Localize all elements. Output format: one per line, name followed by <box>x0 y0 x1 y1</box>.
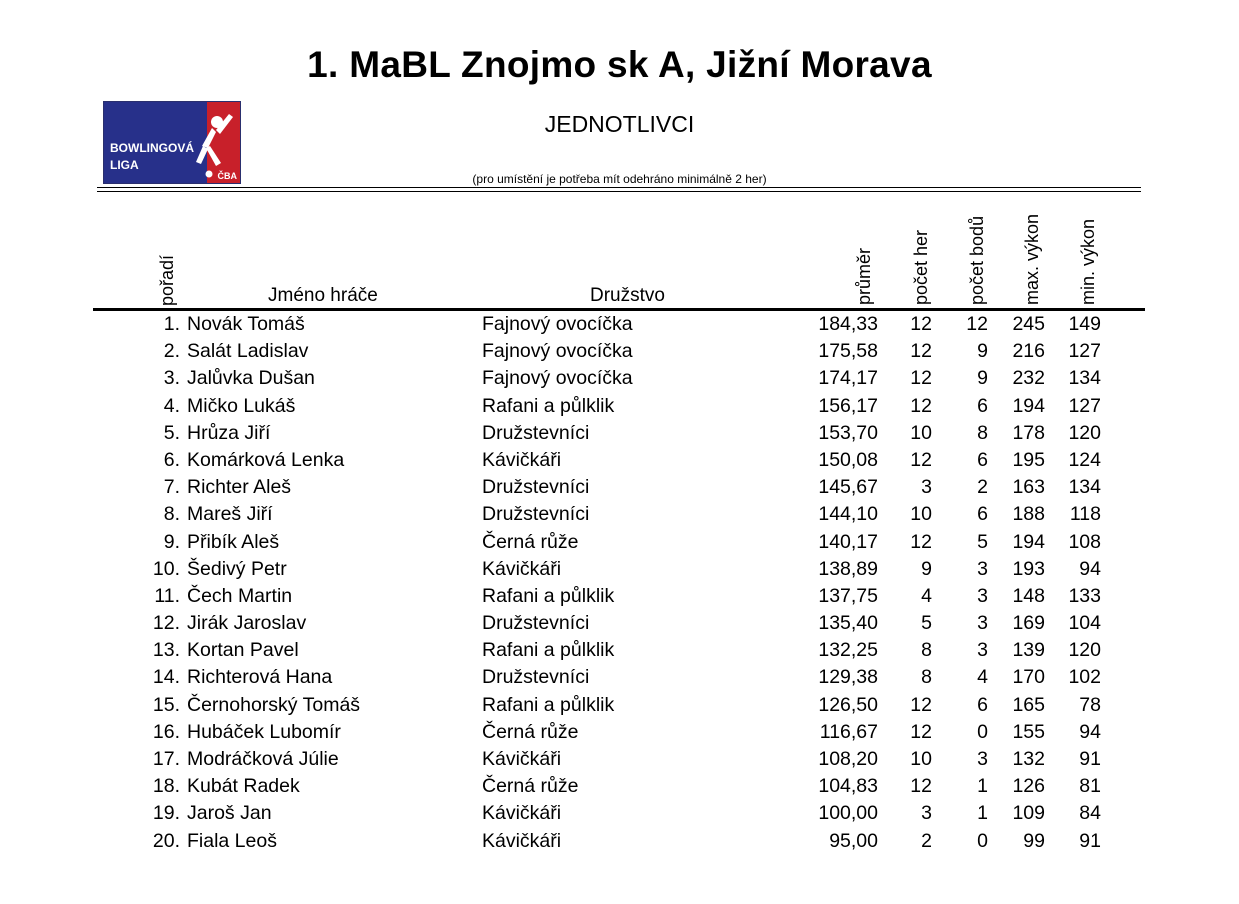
cell-max: 126 <box>1012 775 1045 798</box>
cell-min: 149 <box>1068 313 1101 335</box>
cell-games: 8 <box>921 639 932 662</box>
cell-avg: 116,67 <box>819 720 878 743</box>
cell-min: 134 <box>1068 476 1101 499</box>
cell-team: Černá růže <box>482 720 579 743</box>
cell-team: Družstevníci <box>482 476 590 499</box>
divider-line <box>97 191 1141 192</box>
cell-games: 12 <box>910 313 932 335</box>
cell-avg: 135,40 <box>818 612 878 635</box>
cell-max: 132 <box>1012 748 1045 770</box>
cell-rank: 13. <box>152 639 180 662</box>
cell-name: Kubát Radek <box>187 775 300 798</box>
cell-points: 3 <box>977 748 988 770</box>
cell-avg: 126,50 <box>818 693 878 716</box>
cell-max: 194 <box>1012 530 1045 553</box>
column-header-games: počet her <box>911 229 931 305</box>
cell-games: 3 <box>921 802 932 825</box>
cell-max: 109 <box>1012 802 1045 825</box>
cell-avg: 104,83 <box>818 775 878 798</box>
table-row <box>0 530 1239 557</box>
cell-games: 10 <box>910 503 932 526</box>
cell-games: 12 <box>910 775 932 798</box>
table-row <box>0 475 1239 502</box>
cell-rank: 7. <box>163 476 180 499</box>
table-row <box>0 665 1239 692</box>
cell-team: Fajnový ovocíčka <box>482 313 633 335</box>
cell-rank: 17. <box>152 748 180 770</box>
cell-rank: 2. <box>163 340 180 363</box>
table-row <box>0 421 1239 448</box>
cell-min: 94 <box>1079 720 1101 743</box>
cell-avg: 153,70 <box>818 421 878 444</box>
cell-points: 2 <box>977 476 988 499</box>
column-header-points: počet bodů <box>967 215 987 305</box>
column-header-max: max. výkon <box>1022 213 1042 305</box>
cell-team: Kávičkáři <box>482 448 562 471</box>
cell-name: Mičko Lukáš <box>187 394 296 417</box>
cell-avg: 175,58 <box>818 340 878 363</box>
cell-max: 148 <box>1012 584 1045 607</box>
header-divider <box>93 308 1145 311</box>
cell-points: 3 <box>977 612 988 635</box>
cell-min: 124 <box>1068 448 1101 471</box>
table-row <box>0 720 1239 747</box>
cell-avg: 138,89 <box>818 557 878 580</box>
cell-games: 12 <box>910 394 932 417</box>
cell-rank: 12. <box>152 612 180 635</box>
cell-name: Richter Aleš <box>187 476 292 499</box>
cell-min: 120 <box>1068 421 1101 444</box>
cell-min: 108 <box>1068 530 1101 553</box>
cell-avg: 95,00 <box>829 829 878 852</box>
cell-avg: 184,33 <box>818 313 878 335</box>
cell-points: 8 <box>977 421 988 444</box>
cell-max: 99 <box>1023 829 1045 852</box>
cell-games: 9 <box>921 557 932 580</box>
cell-games: 10 <box>910 421 932 444</box>
cell-points: 4 <box>977 666 988 689</box>
column-header-team: Družstvo <box>590 285 665 306</box>
cell-points: 12 <box>966 313 988 335</box>
table-row <box>0 312 1239 339</box>
cell-avg: 144,10 <box>818 503 878 526</box>
cell-rank: 18. <box>152 775 180 798</box>
cell-team: Černá růže <box>482 775 579 798</box>
table-row <box>0 339 1239 366</box>
cell-name: Fiala Leoš <box>187 829 277 852</box>
cell-max: 216 <box>1012 340 1045 363</box>
cell-min: 91 <box>1079 829 1101 852</box>
cell-min: 94 <box>1079 557 1101 580</box>
cell-team: Fajnový ovocíčka <box>482 367 633 390</box>
cell-team: Družstevníci <box>482 612 590 635</box>
cell-games: 4 <box>921 584 932 607</box>
cell-rank: 9. <box>163 530 180 553</box>
cell-games: 10 <box>910 748 932 770</box>
cell-max: 188 <box>1012 503 1045 526</box>
cell-team: Fajnový ovocíčka <box>482 340 633 363</box>
column-header-rank: pořadí <box>157 254 177 306</box>
cell-games: 2 <box>921 829 932 852</box>
cell-name: Komárková Lenka <box>187 448 345 471</box>
cell-points: 6 <box>977 693 988 716</box>
cell-team: Kávičkáři <box>482 829 562 852</box>
table-row <box>0 747 1239 774</box>
cell-avg: 145,67 <box>818 476 878 499</box>
logo-badge: ČBA <box>217 171 237 181</box>
cell-max: 155 <box>1012 720 1045 743</box>
cell-games: 5 <box>921 612 932 635</box>
cell-name: Modráčková Júlie <box>187 748 339 770</box>
cell-rank: 6. <box>163 448 180 471</box>
cell-games: 12 <box>910 720 932 743</box>
cell-team: Černá růže <box>482 530 579 553</box>
table-row <box>0 448 1239 475</box>
table-row <box>0 611 1239 638</box>
cell-team: Rafani a půlklik <box>482 584 615 607</box>
cell-points: 3 <box>977 584 988 607</box>
cell-points: 1 <box>977 802 988 825</box>
cell-points: 0 <box>977 720 988 743</box>
column-header-average: průměr <box>854 247 874 305</box>
cell-min: 134 <box>1068 367 1101 390</box>
cell-avg: 108,20 <box>818 748 878 770</box>
cell-rank: 3. <box>163 367 180 390</box>
cell-rank: 14. <box>152 666 180 689</box>
cell-games: 8 <box>921 666 932 689</box>
cell-name: Jirák Jaroslav <box>187 612 307 635</box>
cell-team: Rafani a půlklik <box>482 639 615 662</box>
cell-games: 12 <box>910 448 932 471</box>
cell-max: 195 <box>1012 448 1045 471</box>
cell-points: 1 <box>977 775 988 798</box>
cell-rank: 5. <box>163 421 180 444</box>
cell-games: 12 <box>910 693 932 716</box>
table-row <box>0 394 1239 421</box>
table-row <box>0 801 1239 828</box>
cell-name: Salát Ladislav <box>187 340 309 363</box>
cell-avg: 174,17 <box>818 367 878 390</box>
table-row <box>0 584 1239 611</box>
cell-games: 3 <box>921 476 932 499</box>
table-row <box>0 693 1239 720</box>
cell-name: Šedivý Petr <box>187 557 287 580</box>
table-row <box>0 638 1239 665</box>
cell-games: 12 <box>910 530 932 553</box>
cell-rank: 1. <box>163 313 180 335</box>
cell-points: 9 <box>977 340 988 363</box>
column-header-name: Jméno hráče <box>268 285 378 306</box>
cell-name: Kortan Pavel <box>187 639 299 662</box>
cell-min: 118 <box>1069 503 1101 526</box>
cell-games: 12 <box>910 340 932 363</box>
cell-team: Rafani a půlklik <box>482 394 615 417</box>
cell-max: 232 <box>1012 367 1045 390</box>
cell-name: Černohorský Tomáš <box>187 693 361 716</box>
cell-rank: 20. <box>152 829 180 852</box>
cell-name: Richterová Hana <box>187 666 333 689</box>
cell-rank: 15. <box>152 693 180 716</box>
cell-points: 5 <box>977 530 988 553</box>
logo-line-2: LIGA <box>110 158 139 172</box>
cell-min: 127 <box>1068 394 1101 417</box>
cell-team: Rafani a půlklik <box>482 693 615 716</box>
cell-points: 0 <box>977 829 988 852</box>
table-row <box>0 557 1239 584</box>
cell-rank: 19. <box>152 802 180 825</box>
table-row <box>0 829 1239 856</box>
cell-max: 194 <box>1012 394 1045 417</box>
cell-games: 12 <box>910 367 932 390</box>
page-title: 1. MaBL Znojmo sk A, Jižní Morava <box>307 44 932 85</box>
qualification-note: (pro umístění je potřeba mít odehráno minimálně 2 her) <box>472 172 767 186</box>
cell-min: 127 <box>1068 340 1101 363</box>
cell-avg: 100,00 <box>818 802 878 825</box>
cell-min: 78 <box>1079 693 1101 716</box>
cell-max: 165 <box>1012 693 1045 716</box>
cell-max: 169 <box>1012 612 1045 635</box>
cell-min: 133 <box>1068 584 1101 607</box>
cell-max: 178 <box>1012 421 1045 444</box>
cell-name: Přibík Aleš <box>187 530 280 553</box>
cell-max: 245 <box>1012 313 1045 335</box>
divider-line <box>97 187 1141 188</box>
cell-min: 102 <box>1068 666 1101 689</box>
cell-avg: 129,38 <box>818 666 878 689</box>
cell-max: 163 <box>1012 476 1045 499</box>
cell-points: 9 <box>977 367 988 390</box>
logo-line-1: BOWLINGOVÁ <box>110 141 194 155</box>
cell-name: Jaroš Jan <box>187 802 272 825</box>
standings-table <box>0 312 1239 856</box>
cell-min: 81 <box>1079 775 1101 798</box>
cell-rank: 4. <box>163 394 180 417</box>
cell-min: 91 <box>1079 748 1101 770</box>
cell-min: 120 <box>1068 639 1101 662</box>
cell-team: Družstevníci <box>482 666 590 689</box>
cell-points: 6 <box>977 448 988 471</box>
column-header-min: min. výkon <box>1078 218 1098 305</box>
cell-name: Novák Tomáš <box>187 313 305 335</box>
cell-max: 139 <box>1012 639 1045 662</box>
cell-min: 104 <box>1068 612 1101 635</box>
cell-max: 170 <box>1012 666 1045 689</box>
cell-name: Čech Martin <box>187 584 293 607</box>
cell-name: Hubáček Lubomír <box>187 720 341 743</box>
cell-rank: 16. <box>152 720 180 743</box>
table-row <box>0 774 1239 801</box>
cell-team: Kávičkáři <box>482 802 562 825</box>
cell-name: Jalůvka Dušan <box>187 367 315 390</box>
cell-points: 3 <box>977 639 988 662</box>
cell-max: 193 <box>1012 557 1045 580</box>
cell-points: 3 <box>977 557 988 580</box>
cell-rank: 10. <box>152 557 180 580</box>
cell-name: Hrůza Jiří <box>187 421 271 444</box>
cell-points: 6 <box>977 503 988 526</box>
cell-avg: 150,08 <box>818 448 878 471</box>
table-row <box>0 366 1239 393</box>
cell-rank: 8. <box>163 503 180 526</box>
cell-points: 6 <box>977 394 988 417</box>
cell-team: Družstevníci <box>482 503 590 526</box>
cell-team: Družstevníci <box>482 421 590 444</box>
cell-avg: 137,75 <box>818 584 878 607</box>
cell-team: Kávičkáři <box>482 748 562 770</box>
cell-name: Mareš Jiří <box>187 503 273 526</box>
cell-avg: 156,17 <box>818 394 878 417</box>
cell-avg: 140,17 <box>818 530 878 553</box>
cell-avg: 132,25 <box>818 639 878 662</box>
table-row <box>0 502 1239 529</box>
page-subtitle: JEDNOTLIVCI <box>544 111 695 137</box>
cell-rank: 11. <box>154 584 180 607</box>
cell-min: 84 <box>1079 802 1101 825</box>
cell-team: Kávičkáři <box>482 557 562 580</box>
